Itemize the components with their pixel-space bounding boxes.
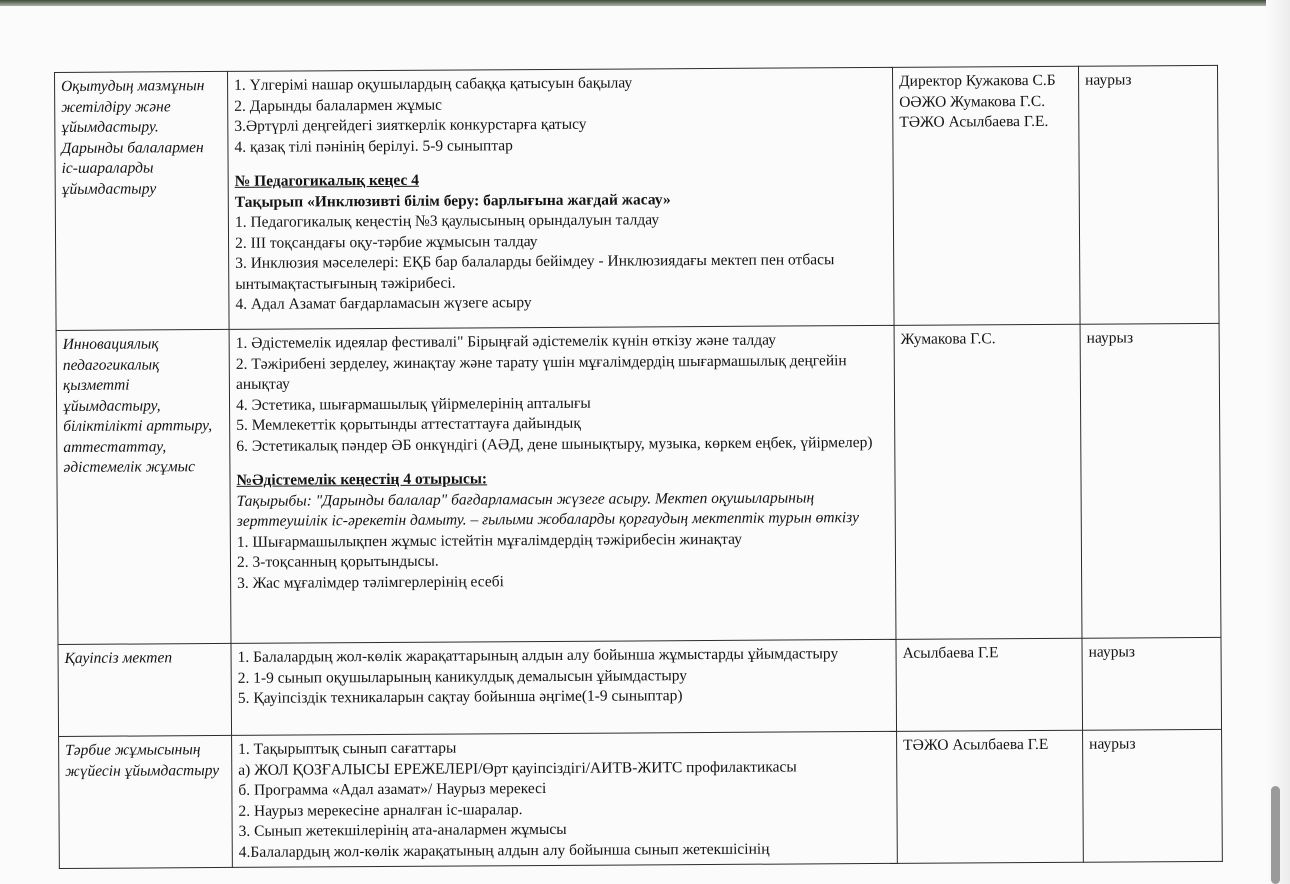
list-item: 1. Үлгерімі нашар оқушылардың сабаққа қатысуын бақылау: [234, 74, 633, 94]
activities-cell: [227, 67, 894, 329]
council-heading: № Педагогикалық кеңес 4: [234, 171, 419, 190]
list-item: 4.Балалардың жол-көлік жарақатының алдын алу бойынша сынып жетекшісінің: [238, 840, 770, 861]
work-plan-table: [54, 65, 1223, 869]
month-cell: наурыз: [1078, 65, 1219, 324]
list-item: 6. Эстетикалық пәндер ӘБ онкүндігі (АӘД, дене шынықтыру, музыка, көркем еңбек, үйірмелер): [236, 433, 873, 455]
responsible-person: ОӘЖО Жумакова Г.С.: [899, 92, 1046, 111]
list-item: 1. Шығармашылықпен жұмыс істейтін мұғалімдердің тәжірибесін жинақтау: [236, 530, 742, 551]
list-item: 5. Мемлекеттік қорытынды аттестаттауға дайындық: [236, 414, 581, 434]
section-cell: Тәрбие жұмысының жүйесін ұйымдастыру: [59, 735, 233, 868]
responsible-person: Директор Кужакова С.Б: [899, 71, 1056, 90]
list-item: 3.Әртүрлі деңгейдегі зияткерлік конкурстарға қатысу: [234, 115, 587, 135]
list-item: 2. Тәжірибені зерделеу, жинақтау және тарату үшін мұғалімдердің шығармашылық деңгейін анықтау: [235, 351, 847, 393]
list-item: 1. Педагогикалық кеңестің №3 қаулысының орындалуын талдау: [234, 211, 660, 231]
activities-cell: [229, 325, 896, 643]
list-item: 2. 1-9 сынып оқушыларының каникулдық демалысын ұйымдастыру: [237, 666, 688, 687]
responsible-cell: [892, 66, 1080, 325]
council-topic: Тақырып «Инклюзивті білім беру: барлығына жағдай жасау»: [234, 190, 671, 211]
activities-cell: [231, 639, 897, 735]
scrollbar-thumb[interactable]: [1271, 786, 1280, 884]
section-cell: Оқытудың мазмұнын жетілдіру және ұйымдастыру. Дарынды балалармен іс-шараларды ұйымдастыру: [55, 71, 230, 330]
list-item: 2. 3-тоқсанның қорытындысы.: [236, 552, 439, 571]
table-row: [56, 323, 1221, 644]
section-cell: Қауіпсіз мектеп: [58, 643, 232, 736]
section-cell: Инновациялық педагогикалық қызметті ұйымдастыру, біліктілікті арттыру, аттестаттау, әдістемелік жұмыс: [56, 329, 231, 644]
list-item: 3. Жас мұғалімдер тәлімгерлерінің есебі: [237, 572, 504, 592]
list-item: 1. Әдістемелік идеялар фестивалі" Бірыңғай әдістемелік күнін өткізу және талдау: [235, 331, 777, 352]
responsible-cell: [896, 638, 1083, 731]
table-row: [59, 729, 1223, 868]
list-item: 2. Дарынды балалармен жұмыс: [234, 96, 443, 115]
list-item: 4. Эстетика, шығармашылық үйірмелерінің апталығы: [235, 394, 591, 414]
table-row: [55, 65, 1220, 330]
list-item: 3. Инклюзия мәселелері: ЕҚБ бар балаларды бейімдеу - Инклюзиядағы мектеп пен отбасы ынтымақтастығының тәжірибесі.: [235, 251, 835, 293]
list-item: 5. Қауіпсіздік техникаларын сақтау бойынша әңгіме(1-9 сыныптар): [237, 687, 683, 707]
responsible-cell: [894, 324, 1082, 639]
responsible-person: ТӘЖО Асылбаева Г.Е.: [899, 112, 1049, 131]
activities-cell: [232, 731, 898, 867]
list-item: 1. Балалардың жол-көлік жарақаттарының алдын алу бойынша жұмыстарды ұйымдастыру: [237, 645, 839, 666]
page-edge-shadow: [1266, 0, 1290, 884]
methodical-council-heading: №Әдістемелік кеңестің 4 отырысы:: [236, 470, 488, 489]
list-item: а) ЖОЛ ҚОЗҒАЛЫСЫ ЕРЕЖЕЛЕРІ/Өрт қауіпсіздігі/АИТВ-ЖИТС профилактикасы: [238, 757, 797, 779]
month-cell: наурыз: [1080, 323, 1221, 638]
month-cell: наурыз: [1083, 729, 1223, 862]
list-item: б. Программа «Адал азамат»/ Наурыз мерекесі: [238, 780, 547, 799]
methodical-council-topic: Тақырыбы: "Дарынды балалар" бағдарламасын жүзеге асыру. Мектеп оқушыларының зерттеушілік іс-әрекетін дамыту. – ғылыми жобаларды қорғаудың мектептік турын өткізу: [236, 488, 859, 530]
list-item: 1. Тақырыптық сынып сағаттары: [238, 739, 457, 758]
table-row: [58, 637, 1222, 736]
list-item: 4. Адал Азамат бағдарламасын жүзеге асыру: [235, 294, 532, 313]
responsible-person: Асылбаева Г.Е: [902, 644, 999, 662]
responsible-person: Жумакова Г.С.: [900, 330, 996, 348]
list-item: 3. Сынып жетекшілерінің ата-аналармен жұмысы: [238, 820, 567, 840]
photo-top-edge: [0, 0, 1290, 6]
list-item: 4. қазақ тілі пәнінің берілуі. 5-9 сыныптар: [234, 136, 513, 156]
month-cell: наурыз: [1082, 637, 1222, 730]
list-item: 2. Наурыз мерекесіне арналған іс-шаралар.: [238, 800, 523, 820]
responsible-person: ТӘЖО Асылбаева Г.Е: [903, 735, 1049, 754]
responsible-cell: [897, 730, 1084, 863]
list-item: 2. ІІІ тоқсандағы оқу-тәрбие жұмысын талдау: [234, 232, 538, 252]
